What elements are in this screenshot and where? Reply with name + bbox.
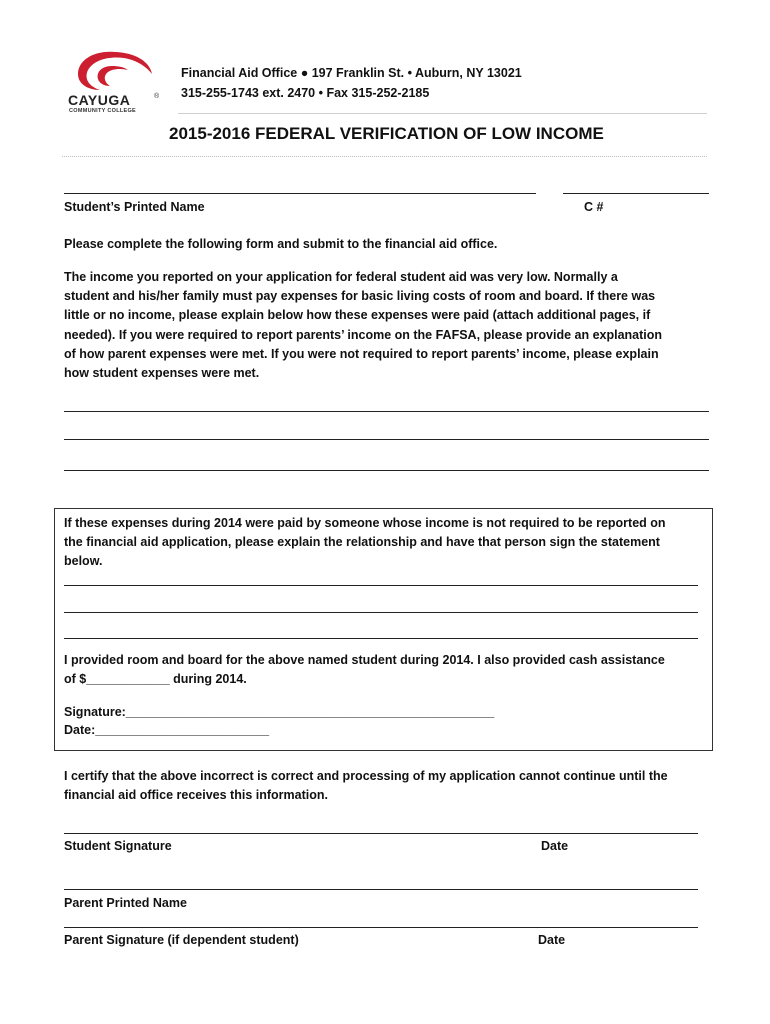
- explanation-answer-line[interactable]: [64, 439, 709, 440]
- explanation-answer-line[interactable]: [64, 411, 709, 412]
- parent-signature-label: Parent Signature (if dependent student): [64, 933, 299, 947]
- certification-line: I certify that the above incorrect is correct and processing of my application cannot continue until the: [64, 769, 668, 783]
- logo-subtitle: COMMUNITY COLLEGE: [69, 108, 137, 114]
- third-party-paragraph: [64, 514, 704, 572]
- header-divider: [178, 113, 707, 114]
- office-address: Financial Aid Office ● 197 Franklin St. • Auburn, NY 13021: [181, 66, 522, 80]
- explanation-line: of how parent expenses were met. If you were not required to report parents’ income, please explain: [64, 346, 659, 361]
- cayuga-logo: [66, 46, 166, 118]
- certification-paragraph: [64, 767, 709, 805]
- explanation-answer-line[interactable]: [64, 470, 709, 471]
- logo-swoosh-icon: [66, 46, 166, 94]
- provided-statement: [64, 651, 704, 689]
- logo-name: CAYUGA: [68, 92, 131, 108]
- student-name-label: Student’s Printed Name: [64, 200, 205, 214]
- certification-line: financial aid office receives this information.: [64, 788, 328, 803]
- supporter-date-field[interactable]: Date:_________________________: [64, 723, 270, 737]
- explanation-line: how student expenses were met.: [64, 366, 260, 381]
- student-signature-label: Student Signature: [64, 839, 172, 853]
- parent-signature-field[interactable]: [64, 927, 698, 928]
- instruction-text: Please complete the following form and submit to the financial aid office.: [64, 237, 498, 251]
- explanation-paragraph: [64, 268, 709, 383]
- title-divider: [62, 156, 707, 157]
- c-number-label: C #: [584, 200, 604, 214]
- explanation-line: little or no income, please explain below how these expenses were paid (attach additional pages, if: [64, 308, 651, 323]
- supporter-signature-field[interactable]: Signature:_____________________________________________________: [64, 705, 495, 719]
- parent-printed-name-label: Parent Printed Name: [64, 896, 187, 910]
- relationship-answer-line[interactable]: [64, 612, 698, 613]
- third-party-line: If these expenses during 2014 were paid by someone whose income is not required to be reported on: [64, 516, 666, 530]
- explanation-line: The income you reported on your application for federal student aid was very low. Normally a: [64, 270, 618, 284]
- explanation-line: needed). If you were required to report parents’ income on the FAFSA, please provide an explanation: [64, 327, 663, 342]
- student-signature-field[interactable]: [64, 833, 698, 834]
- parent-date-label: Date: [538, 933, 566, 947]
- student-name-field[interactable]: [64, 193, 536, 194]
- student-date-label: Date: [541, 839, 569, 853]
- page-title: 2015-2016 FEDERAL VERIFICATION OF LOW INCOME: [169, 124, 604, 143]
- relationship-answer-line[interactable]: [64, 638, 698, 639]
- parent-printed-name-field[interactable]: [64, 889, 698, 890]
- relationship-answer-line[interactable]: [64, 585, 698, 586]
- logo-registered-mark: ®: [154, 93, 160, 100]
- provided-amount-line[interactable]: of $____________ during 2014.: [64, 672, 247, 687]
- explanation-line: student and his/her family must pay expenses for basic living costs of room and board. If there was: [64, 289, 656, 304]
- provided-line: I provided room and board for the above named student during 2014. I also provided cash assistance: [64, 653, 665, 667]
- third-party-line: below.: [64, 554, 103, 569]
- office-phone: 315-255-1743 ext. 2470 • Fax 315-252-2185: [181, 86, 430, 100]
- third-party-line: the financial aid application, please explain the relationship and have that person sign the statement: [64, 535, 660, 550]
- c-number-field[interactable]: [563, 193, 709, 194]
